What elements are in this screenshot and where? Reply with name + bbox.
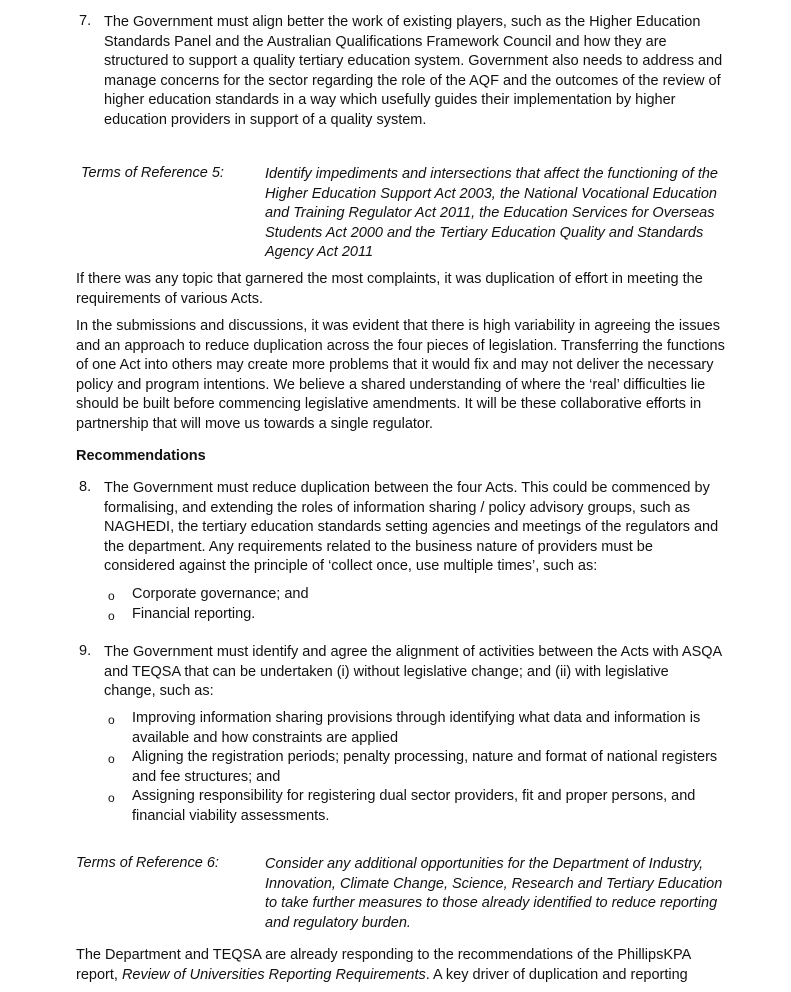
- list-item-text: Improving information sharing provisions through identifying what data and information is available and how constraints are applied: [132, 710, 701, 746]
- section-heading: Recommendations: [76, 448, 206, 464]
- recommendation-number: 7.: [79, 13, 92, 29]
- recommendation-number: 9.: [79, 643, 92, 659]
- body-paragraph: In the submissions and discussions, it was evident that there is high variability in agreeing the issues and an approach to reduce duplication across the four pieces of legislation. Transferring the functions of one Act into others may create more problems that it would fix and may not deliver the necessary policy and program intentions. We believe a shared understanding of where the ‘real’ difficulties lie should be built before commencing legislative amendments. It will be these collaborative efforts in partnership that will move us towards a single regulator.: [76, 318, 725, 432]
- tor-text: Consider any additional opportunities for the Department of Industry, Innovation, Climate Change, Science, Research and Tertiary Education to take further measures to those already identified to reduce reporting and regulatory burden.: [265, 856, 723, 931]
- recommendation-7: [0, 13, 791, 131]
- tor-label: Terms of Reference 5:: [81, 165, 224, 181]
- list-item-text: Financial reporting.: [132, 605, 256, 622]
- list-item: [108, 605, 722, 625]
- recommendation-9: [0, 643, 791, 702]
- body-paragraph: If there was any topic that garnered the most complaints, it was duplication of effort in meeting the requirements of various Acts.: [76, 271, 703, 307]
- report-title: Review of Universities Reporting Requirements: [121, 966, 426, 983]
- terms-of-reference-6: [76, 855, 756, 933]
- paragraph-text: The Department and TEQSA are already responding to the recommendations of the PhillipsKPA report,: [76, 947, 691, 983]
- recommendation-number: 8.: [79, 479, 92, 495]
- recommendation-text: The Government must reduce duplication between the four Acts. This could be commenced by formalising, and extending the roles of information sharing / policy advisory groups, such as NAGHEDI, the tertiary education standards setting agencies and meetings of the regulators and the department. Any requirements related to the business nature of providers must be considered against the principle of ‘collect once, use multiple times’, such as:: [104, 480, 719, 575]
- list-item: [108, 709, 722, 748]
- body-paragraph: [76, 946, 736, 985]
- recommendation-text: The Government must align better the work of existing players, such as the Higher Education Standards Panel and the Australian Qualifications Framework Council and how they are structured to support a quality tertiary education system. Government also needs to address and manage concerns for the sector regarding the role of the AQF and the outcomes of the review of higher education standards in a way which usefully guides their implementation by higher education providers in support of a quality system.: [104, 14, 723, 128]
- list-item-text: Assigning responsibility for registering dual sector providers, fit and proper persons, and financial viability assessments.: [132, 788, 696, 824]
- list-item-text: Corporate governance; and: [132, 586, 309, 602]
- tor-label: Terms of Reference 6:: [76, 855, 219, 871]
- bullet-icon: o: [108, 791, 115, 806]
- recommendation-8: [0, 479, 791, 577]
- tor-text: Identify impediments and intersections that affect the functioning of the Higher Education Support Act 2003, the National Vocational Education and Training Regulator Act 2011, the Education Services for Overseas Students Act 2000 and the Tertiary Education Quality and Standards Agency Act 2011: [265, 166, 718, 261]
- list-item: [108, 787, 722, 826]
- recommendation-text: The Government must identify and agree the alignment of activities between the Acts with ASQA and TEQSA that can be undertaken (i) without legislative change; and (ii) with legislative change, such as:: [104, 644, 722, 700]
- paragraph-text: . A key driver of duplication and reporting: [425, 966, 688, 983]
- bullet-list: [108, 709, 722, 827]
- bullet-list: [108, 585, 722, 624]
- list-item: [108, 585, 722, 605]
- bullet-icon: o: [108, 589, 115, 603]
- terms-of-reference-5: [81, 165, 761, 263]
- bullet-icon: o: [108, 752, 115, 767]
- bullet-icon: o: [108, 608, 115, 623]
- list-item: [108, 748, 722, 787]
- list-item-text: Aligning the registration periods; penalty processing, nature and format of national registers and fee structures; and: [132, 749, 718, 785]
- bullet-icon: o: [108, 713, 115, 727]
